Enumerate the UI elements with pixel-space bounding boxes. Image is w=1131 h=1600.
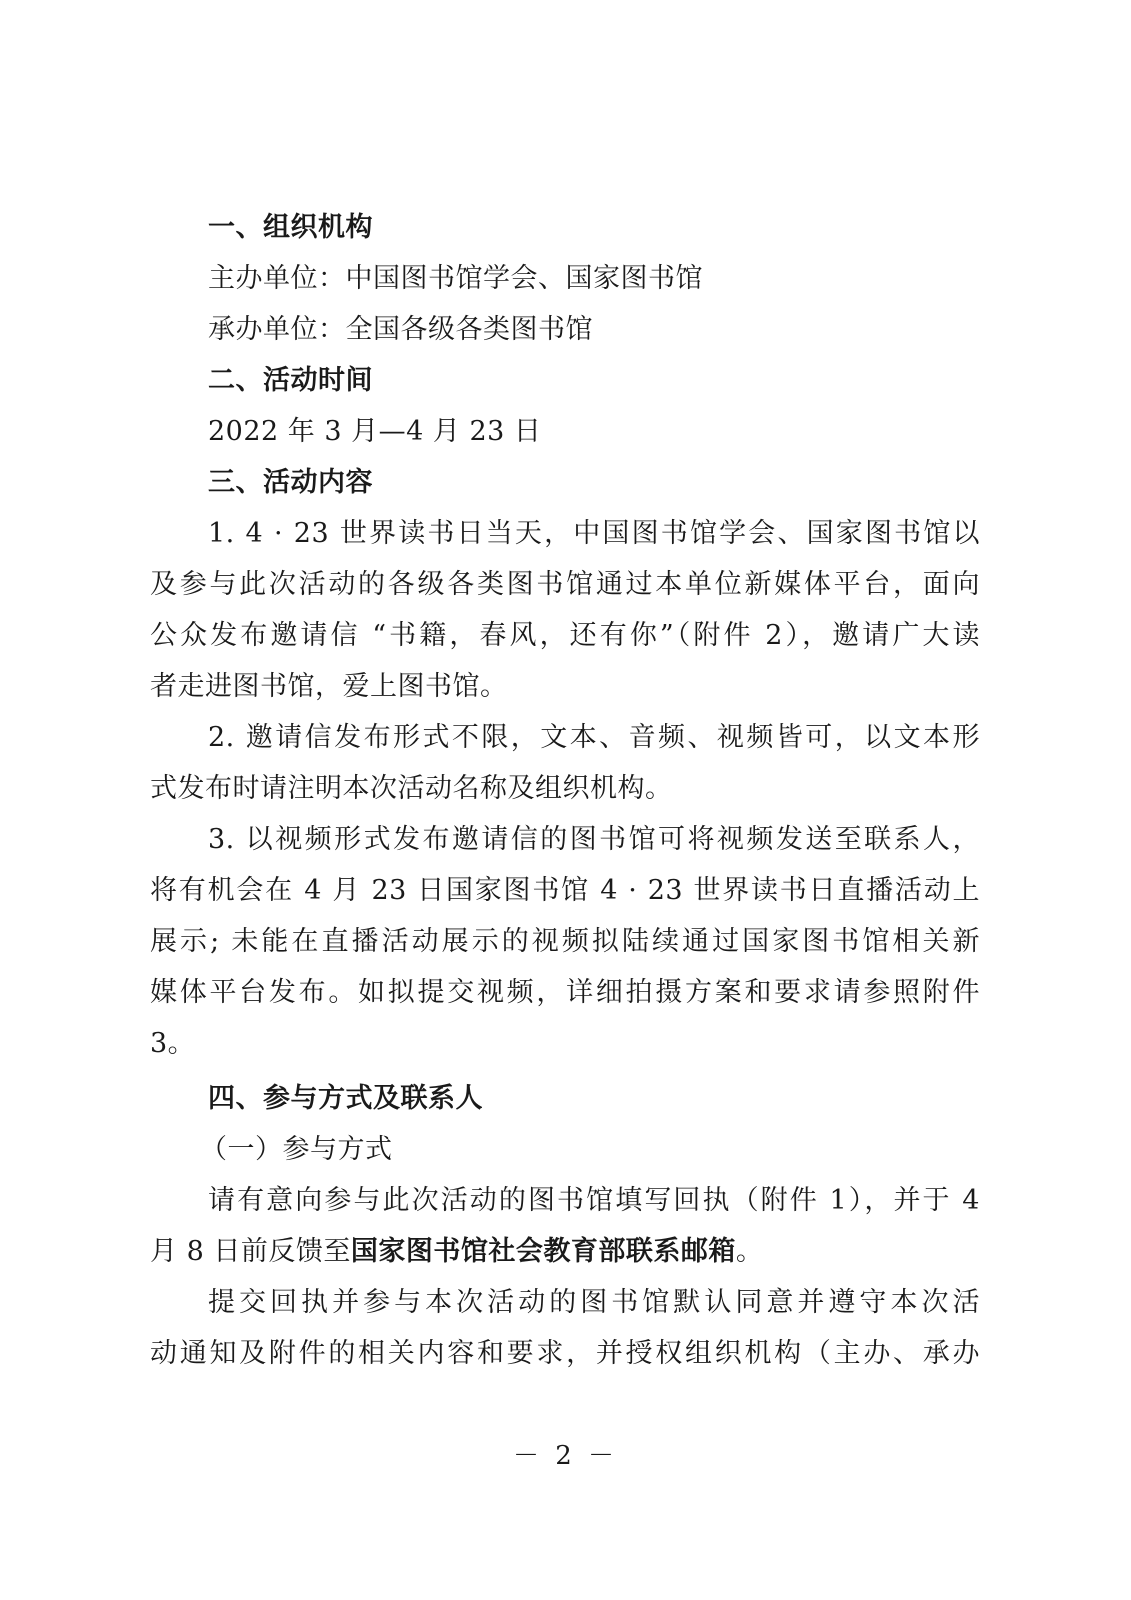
- content-p1-line4: 者走进图书馆，爱上图书馆。: [150, 671, 508, 702]
- participation-p1-line1: 请有意向参与此次活动的图书馆填写回执（附件 1），并于 4: [208, 1185, 980, 1216]
- document-body: [150, 202, 980, 1379]
- content-p1-line1: 1. 4 · 23 世界读书日当天，中国图书馆学会、国家图书馆以: [208, 518, 980, 549]
- host-units: 主办单位：中国图书馆学会、国家图书馆: [208, 263, 703, 294]
- participation-p1-line2-prefix: 月 8 日前反馈至: [150, 1236, 351, 1267]
- subsection-participation-method: （一）参与方式: [200, 1134, 393, 1165]
- section-heading-organization: 一、组织机构: [208, 212, 373, 243]
- participation-p1-line2: [150, 1226, 980, 1277]
- content-p3-line4: 媒体平台发布。如拟提交视频，详细拍摄方案和要求请参照附件: [150, 977, 980, 1008]
- content-p2-line1: 2. 邀请信发布形式不限，文本、音频、视频皆可，以文本形: [208, 722, 980, 753]
- content-p1-line3: 公众发布邀请信 “书籍，春风，还有你”（附件 2），邀请广大读: [150, 620, 980, 651]
- section-heading-time: 二、活动时间: [208, 365, 373, 396]
- participation-p1-line2-suffix: 。: [735, 1236, 764, 1267]
- section-heading-participation: 四、参与方式及联系人: [208, 1083, 483, 1114]
- section-heading-content: 三、活动内容: [208, 467, 373, 498]
- content-p3-line1: 3. 以视频形式发布邀请信的图书馆可将视频发送至联系人，: [208, 824, 980, 855]
- content-p3-line2: 将有机会在 4 月 23 日国家图书馆 4 · 23 世界读书日直播活动上: [150, 875, 980, 906]
- participation-p2-line2: 动通知及附件的相关内容和要求，并授权组织机构（主办、承办: [150, 1338, 980, 1369]
- content-p2-line2: 式发布时请注明本次活动名称及组织机构。: [150, 773, 673, 804]
- page-number: － 2 －: [512, 1441, 619, 1471]
- participation-p2-line1: 提交回执并参与本次活动的图书馆默认同意并遵守本次活: [208, 1287, 980, 1318]
- content-p3-line3: 展示; 未能在直播活动展示的视频拟陆续通过国家图书馆相关新: [150, 926, 980, 957]
- contact-email-reference: 国家图书馆社会教育部联系邮箱: [350, 1236, 736, 1267]
- content-p3-line5: 3。: [150, 1028, 196, 1059]
- organizer-units: 承办单位：全国各级各类图书馆: [208, 314, 593, 345]
- content-p1-line2: 及参与此次活动的各级各类图书馆通过本单位新媒体平台，面向: [150, 569, 980, 600]
- activity-time: 2022 年 3 月—4 月 23 日: [208, 416, 542, 447]
